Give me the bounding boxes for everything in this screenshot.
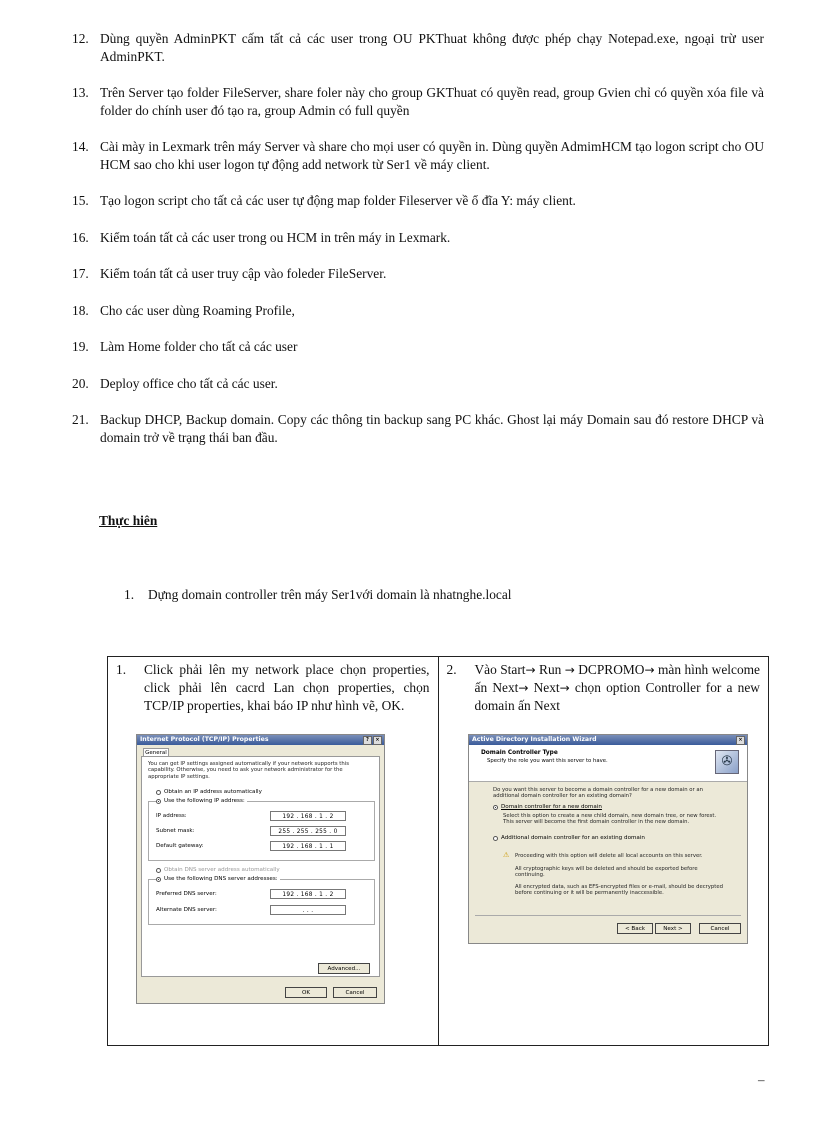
back-button[interactable]: < Back bbox=[617, 923, 653, 934]
task-item: 12. Dùng quyền AdminPKT cấm tất cả các user trong OU PKThuat không được phép chạy Notepad.exe, ngoại trừ user AdminPKT. bbox=[72, 31, 764, 64]
ip-label: IP address: bbox=[156, 813, 187, 819]
dns-group bbox=[148, 879, 375, 925]
page-mark: – bbox=[758, 1072, 765, 1087]
obtain-dns-radio[interactable]: Obtain DNS server address automatically bbox=[156, 867, 280, 873]
radio-icon bbox=[493, 805, 498, 810]
help-button[interactable]: ? bbox=[363, 736, 372, 745]
tcpip-dialog bbox=[136, 734, 385, 1004]
arrow-icon: → bbox=[518, 681, 529, 695]
use-ip-radio[interactable]: Use the following IP address: bbox=[156, 798, 247, 804]
task-item: 13. Trên Server tạo folder FileServer, share foler này cho group GKThuat có quyền read, group Gvien chỉ có quyền xóa file và folder do chính user đó tạo ra, group Admin có full quyền bbox=[72, 85, 764, 118]
dialog-titlebar: Internet Protocol (TCP/IP) Properties ? × bbox=[137, 735, 384, 745]
mask-label: Subnet mask: bbox=[156, 828, 195, 834]
divider bbox=[475, 915, 741, 916]
new-domain-radio[interactable]: Domain controller for a new domain bbox=[493, 804, 602, 810]
task-item: 20. Deploy office cho tất cả các user. bbox=[72, 375, 278, 391]
next-button[interactable]: Next > bbox=[655, 923, 691, 934]
task-item: 14. Cài mày in Lexmark trên máy Server và share cho mọi user có quyền in. Dùng quyền AdmimHCM tạo logon script cho OU HCM sao cho khi user logon tự động add network từ Ser1 về máy client. bbox=[72, 139, 764, 172]
arrow-icon: → bbox=[564, 663, 575, 677]
arrow-icon: → bbox=[525, 663, 536, 677]
wizard-note: All cryptographic keys will be deleted and should be exported before continuing. bbox=[515, 866, 698, 879]
subnet-mask-field[interactable]: 255 . 255 . 255 . 0 bbox=[270, 826, 346, 836]
warning-icon: ⚠ bbox=[503, 851, 510, 859]
task-item: 15. Tạo logon script cho tất cả các user tự động map folder Fileserver về ổ đĩa Y: máy client. bbox=[72, 193, 576, 208]
radio-icon bbox=[156, 799, 161, 804]
wizard-header-subtitle: Specify the role you want this server to have. bbox=[487, 758, 608, 764]
task-item: 19. Làm Home folder cho tất cả các user bbox=[72, 339, 298, 354]
ip-address-field[interactable]: 192 . 168 . 1 . 2 bbox=[270, 811, 346, 821]
ok-button[interactable]: OK bbox=[285, 987, 327, 998]
wizard-note: All encrypted data, such as EFS-encrypted files or e-mail, should be decrypted before continuing or it will be permanently inaccessible. bbox=[515, 884, 723, 897]
additional-dc-radio[interactable]: Additional domain controller for an existing domain bbox=[493, 835, 645, 841]
gateway-field[interactable]: 192 . 168 . 1 . 1 bbox=[270, 841, 346, 851]
new-domain-description: Select this option to create a new child domain, new domain tree, or new forest. This server will become the first domain controller in the new domain. bbox=[503, 813, 717, 826]
alternate-dns-field[interactable]: . . . bbox=[270, 905, 346, 915]
wizard-header-title: Domain Controller Type bbox=[481, 750, 558, 756]
wizard-warning: Proceeding with this option will delete all local accounts on this server. bbox=[515, 853, 703, 859]
alternate-dns-label: Alternate DNS server: bbox=[156, 907, 217, 913]
obtain-ip-radio[interactable]: Obtain an IP address automatically bbox=[156, 789, 262, 795]
ad-wizard-dialog bbox=[468, 734, 748, 944]
arrow-icon: → bbox=[644, 663, 655, 677]
gateway-label: Default gateway: bbox=[156, 843, 204, 849]
section-heading: Thực hiên bbox=[99, 513, 158, 528]
wizard-titlebar: Active Directory Installation Wizard × bbox=[469, 735, 747, 745]
wizard-header bbox=[469, 745, 747, 782]
cancel-button[interactable]: Cancel bbox=[333, 987, 377, 998]
close-button[interactable]: × bbox=[373, 736, 382, 745]
intro-text: You can get IP settings assigned automatically if your network supports this capability. Otherwise, you need to ask your network administrator for the appropriate IP settings. bbox=[148, 761, 349, 780]
step-number: 1. bbox=[124, 587, 135, 602]
advanced-button[interactable]: Advanced... bbox=[318, 963, 370, 974]
general-panel bbox=[141, 756, 380, 977]
task-item: 18. Cho các user dùng Roaming Profile, bbox=[72, 302, 295, 318]
task-item: 17. Kiểm toán tất cả user truy cập vào foleder FileServer. bbox=[72, 266, 387, 281]
wizard-question: Do you want this server to become a domain controller for a new domain or an additional domain controller for an existing domain? bbox=[493, 787, 703, 800]
use-dns-radio[interactable]: Use the following DNS server addresses: bbox=[156, 876, 280, 882]
cancel-button[interactable]: Cancel bbox=[699, 923, 741, 934]
cell-instruction: 2. Vào Start→ Run → DCPROMO→ màn hình welcome ấn Next→ Next→ chọn option Controller for a new domain ấn Next bbox=[446, 662, 760, 713]
task-list bbox=[72, 30, 764, 465]
preferred-dns-label: Preferred DNS server: bbox=[156, 891, 217, 897]
step-text: Dựng domain controller trên máy Ser1với domain là nhatnghe.local bbox=[148, 587, 512, 602]
radio-icon bbox=[493, 836, 498, 841]
radio-icon bbox=[156, 877, 161, 882]
arrow-icon: → bbox=[559, 681, 570, 695]
close-button[interactable]: × bbox=[736, 736, 745, 745]
radio-icon bbox=[156, 790, 161, 795]
tab-general[interactable]: General bbox=[143, 748, 169, 757]
radio-icon bbox=[156, 868, 161, 873]
step-item bbox=[124, 587, 512, 603]
wizard-logo-icon: ✇ bbox=[715, 750, 739, 774]
task-item: 16. Kiểm toán tất cả các user trong ou HCM in trên máy in Lexmark. bbox=[72, 229, 451, 245]
preferred-dns-field[interactable]: 192 . 168 . 1 . 2 bbox=[270, 889, 346, 899]
cell-instruction: 1. Click phải lên my network place chọn properties, click phải lên cacrd Lan chọn properties, chọn TCP/IP properties, khai báo IP như hình vẽ, OK. bbox=[116, 662, 430, 713]
task-item: 21. Backup DHCP, Backup domain. Copy các thông tin backup sang PC khác. Ghost lại máy Domain sau đó restore DHCP và domain trở về trạng thái ban đầu. bbox=[72, 412, 764, 445]
